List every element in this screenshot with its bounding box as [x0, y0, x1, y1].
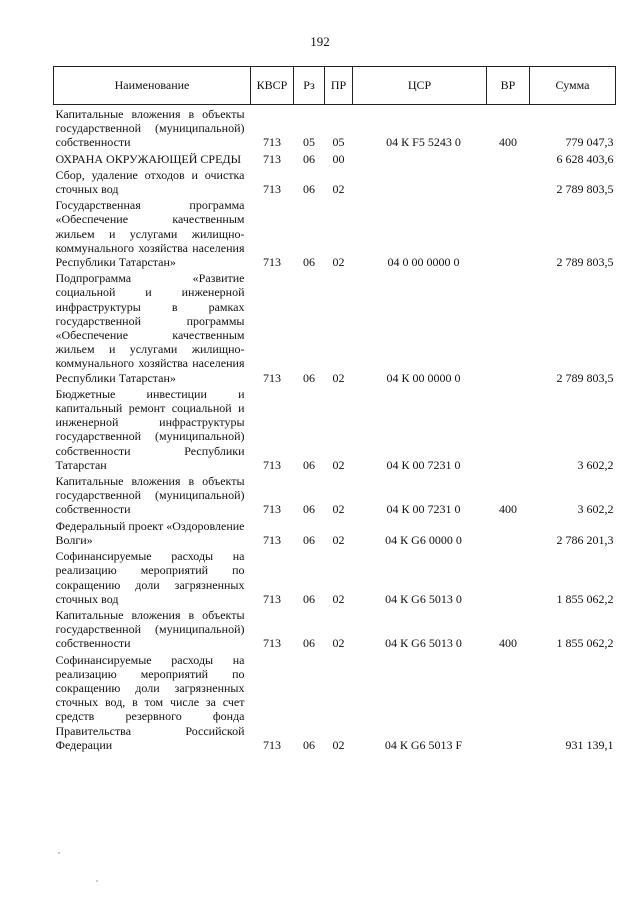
page-number: 192 — [310, 34, 330, 49]
table-row — [54, 474, 616, 519]
cell-name: Софинансируемые расходы на реализацию мероприятий по сокращению доли загрязненных сточных вод, в том числе за счет средств резервного фонда Правительства Российской Федерации — [55, 652, 245, 752]
cell-csr: 04 К G6 0000 0 — [385, 532, 462, 547]
table-row — [54, 271, 616, 387]
header-vr: ВР — [487, 67, 530, 105]
cell-kvsr: 713 — [263, 151, 281, 166]
cell-csr: 04 К G6 5013 F — [384, 737, 463, 752]
cell-pr: 05 — [332, 135, 345, 150]
cell-vr — [487, 653, 530, 754]
cell-vr — [487, 152, 530, 168]
cell-csr: 04 К F5 5243 0 — [386, 135, 461, 150]
cell-rz: 06 — [303, 737, 315, 752]
cell-vr: 400 — [499, 502, 517, 517]
cell-name: Капитальные вложения в объекты государственной (муниципальной) собственности — [55, 607, 245, 651]
cell-name: ОХРАНА ОКРУЖАЮЩЕЙ СРЕДЫ — [55, 151, 242, 166]
cell-sum: 1 855 062,2 — [556, 636, 614, 651]
cell-sum: 3 602,2 — [577, 502, 614, 517]
table-row — [54, 105, 616, 152]
budget-table — [53, 66, 616, 754]
cell-pr: 02 — [332, 457, 345, 472]
scan-speck — [96, 880, 98, 882]
cell-csr: 04 К G6 5013 0 — [385, 636, 462, 651]
cell-pr: 02 — [332, 255, 345, 270]
cell-vr — [487, 519, 530, 549]
header-rz: Рз — [294, 67, 325, 105]
cell-sum: 2 789 803,5 — [556, 182, 614, 197]
header-pr: ПР — [325, 67, 353, 105]
table-row — [54, 152, 616, 168]
cell-pr: 02 — [332, 737, 345, 752]
cell-pr: 00 — [332, 151, 345, 166]
scan-speck — [58, 852, 60, 854]
cell-sum: 2 789 803,5 — [556, 370, 614, 385]
cell-pr: 02 — [332, 636, 345, 651]
cell-sum: 931 139,1 — [565, 737, 614, 752]
cell-pr: 02 — [332, 591, 345, 606]
cell-kvsr: 713 — [263, 636, 281, 651]
cell-csr: 04 0 00 0000 0 — [387, 255, 460, 270]
cell-name: Софинансируемые расходы на реализацию мероприятий по сокращению доли загрязненных сточных вод — [55, 549, 245, 606]
cell-vr: 400 — [499, 135, 517, 150]
cell-kvsr: 713 — [263, 532, 281, 547]
header-kvsr: КВСР — [251, 67, 294, 105]
cell-csr: 04 К 00 0000 0 — [386, 370, 461, 385]
table-row — [54, 549, 616, 608]
cell-pr: 02 — [332, 182, 345, 197]
table-body — [54, 105, 616, 754]
cell-pr: 02 — [332, 502, 345, 517]
cell-name: Капитальные вложения в объекты государственной (муниципальной) собственности — [55, 474, 245, 517]
cell-kvsr: 713 — [263, 135, 281, 150]
cell-vr — [487, 271, 530, 387]
cell-vr — [487, 168, 530, 198]
cell-name: Сбор, удаление отходов и очистка сточных вод — [55, 167, 245, 197]
cell-sum: 779 047,3 — [565, 135, 614, 150]
table-row — [54, 519, 616, 549]
cell-kvsr: 713 — [263, 182, 281, 197]
cell-rz: 06 — [303, 591, 315, 606]
cell-name: Подпрограмма «Развитие социальной и инженерной инфраструктуры в рамках государственной программы «Обеспечение качественным жильем и услугами жилищно-коммунального хозяйства населения Республики Татарстан» — [55, 271, 245, 385]
table-row — [54, 653, 616, 754]
table-row — [54, 387, 616, 474]
cell-name: Федеральный проект «Оздоровление Волги» — [55, 518, 245, 547]
cell-csr: 04 К 00 7231 0 — [386, 457, 461, 472]
cell-kvsr: 713 — [263, 457, 281, 472]
cell-name: Капитальные вложения в объекты государственной (муниципальной) собственности — [55, 107, 245, 150]
header-name: Наименование — [54, 67, 251, 105]
cell-kvsr: 713 — [263, 370, 281, 385]
header-csr: ЦСР — [353, 67, 487, 105]
cell-rz: 06 — [303, 151, 315, 166]
cell-sum: 2 789 803,5 — [556, 255, 614, 270]
cell-kvsr: 713 — [263, 737, 281, 752]
cell-rz: 06 — [303, 532, 315, 547]
cell-csr: 04 К G6 5013 0 — [385, 591, 462, 606]
cell-csr — [353, 168, 487, 198]
table-row — [54, 168, 616, 198]
cell-name: Государственная программа «Обеспечение качественным жильем и услугами жилищно-коммунального хозяйства населения Республики Татарстан» — [55, 198, 245, 270]
cell-rz: 06 — [303, 182, 315, 197]
cell-vr: 400 — [499, 636, 517, 651]
cell-kvsr: 713 — [263, 591, 281, 606]
table-row — [54, 198, 616, 271]
cell-rz: 06 — [303, 370, 315, 385]
cell-sum: 6 628 403,6 — [556, 151, 614, 166]
cell-vr — [487, 198, 530, 271]
cell-sum: 3 602,2 — [577, 457, 614, 472]
cell-rz: 06 — [303, 457, 315, 472]
cell-rz: 05 — [303, 135, 315, 150]
cell-vr — [487, 549, 530, 608]
cell-pr: 02 — [332, 370, 345, 385]
table-row — [54, 608, 616, 653]
cell-rz: 06 — [303, 255, 315, 270]
header-sum: Сумма — [530, 67, 616, 105]
cell-kvsr: 713 — [263, 255, 281, 270]
table-header-row — [54, 67, 616, 105]
cell-csr — [353, 152, 487, 168]
cell-name: Бюджетные инвестиции и капитальный ремонт социальной и инженерной инфраструктуры государственной (муниципальной) собственности Республики Татарстан — [55, 386, 245, 472]
cell-sum: 1 855 062,2 — [556, 591, 614, 606]
cell-vr — [487, 387, 530, 474]
cell-pr: 02 — [332, 532, 345, 547]
cell-rz: 06 — [303, 502, 315, 517]
cell-kvsr: 713 — [263, 502, 281, 517]
cell-sum: 2 786 201,3 — [556, 532, 614, 547]
cell-rz: 06 — [303, 636, 315, 651]
cell-csr: 04 К 00 7231 0 — [386, 502, 461, 517]
